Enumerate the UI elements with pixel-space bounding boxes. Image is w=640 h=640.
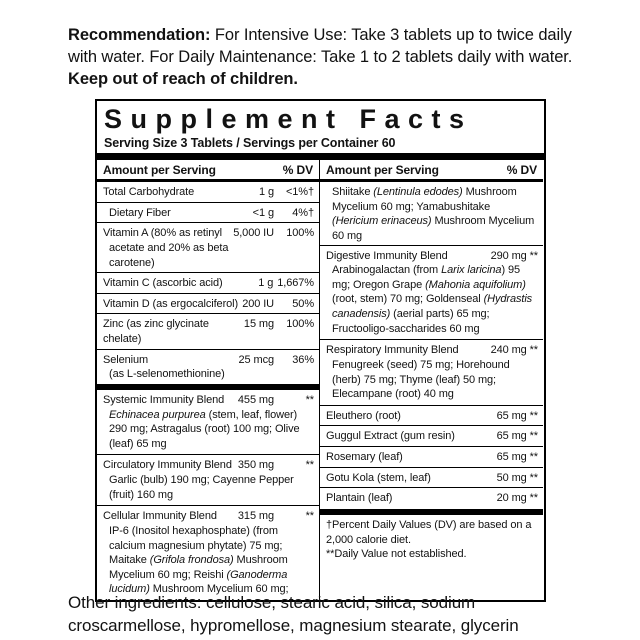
percent-dv-label: % DV bbox=[282, 163, 313, 177]
blend-amount-group bbox=[491, 249, 538, 264]
amount-per-serving-label: Amount per Serving bbox=[326, 163, 439, 177]
panel-columns bbox=[97, 160, 544, 600]
herb-name: Gotu Kola (stem, leaf) bbox=[326, 471, 431, 484]
blend-row bbox=[97, 454, 319, 505]
blend-dv: ** bbox=[305, 459, 314, 472]
percent-dv-label: % DV bbox=[506, 163, 537, 177]
blend-name: Systemic Immunity Blend bbox=[103, 393, 225, 406]
blend-row bbox=[97, 505, 319, 600]
blend-amount: 240 mg bbox=[490, 344, 527, 357]
table-row bbox=[320, 446, 543, 467]
blend-header bbox=[97, 393, 319, 408]
herb-name: Rosemary (leaf) bbox=[326, 451, 403, 463]
nutrient-name-line1: Selenium bbox=[103, 353, 149, 366]
nutrient-dv: 100% bbox=[286, 227, 314, 240]
table-row bbox=[97, 349, 319, 384]
nutrient-amount: 25 mcg bbox=[238, 353, 274, 366]
blend-name: Circulatory Immunity Blend bbox=[103, 459, 232, 472]
herb-dv: ** bbox=[529, 471, 538, 484]
herb-amount: 65 mg bbox=[496, 430, 527, 443]
table-row bbox=[97, 202, 319, 223]
nutrient-dv: 1,667% bbox=[277, 277, 314, 290]
blend-header bbox=[320, 343, 543, 358]
blend-row bbox=[320, 245, 543, 340]
table-row bbox=[320, 467, 543, 488]
blend-amount-group bbox=[491, 343, 538, 358]
right-column bbox=[320, 160, 543, 600]
nutrient-name: Total Carbohydrate bbox=[103, 186, 195, 198]
blend-details-continuation: Shiitake (Lentinula edodes) Mushroom Mycelium 60 mg; Yamabushitake (Hericium erinaceus) Mushroom Mycelium 60 mg bbox=[332, 186, 535, 242]
other-ingredients-text: Other ingredients: cellulose, stearic acid, silica, sodium croscarmellose, hypromellose, magnesium stearate, glycerin bbox=[68, 593, 519, 635]
table-row bbox=[320, 405, 543, 426]
herb-dv: ** bbox=[529, 430, 538, 443]
nutrient-name-line1: Vitamin A (80% as retinyl bbox=[103, 227, 222, 240]
herb-amount: 65 mg bbox=[496, 451, 527, 463]
herb-amount: 20 mg bbox=[496, 492, 527, 505]
herb-name: Plantain (leaf) bbox=[326, 492, 393, 505]
serving-info: Serving Size 3 Tablets / Servings per Container 60 bbox=[104, 136, 396, 150]
table-row bbox=[320, 487, 543, 508]
herb-amount: 65 mg bbox=[496, 409, 527, 422]
footnote-not-established: **Daily Value not established. bbox=[326, 548, 467, 561]
nutrient-name: Vitamin D (as ergocalciferol) bbox=[103, 297, 239, 310]
nutrient-amount: 15 mg bbox=[243, 318, 274, 331]
nutrient-name: Dietary Fiber bbox=[109, 206, 171, 219]
blend-dv: ** bbox=[305, 510, 314, 523]
nutrient-amount: 1 g bbox=[259, 186, 274, 198]
table-row bbox=[97, 182, 319, 202]
blend-row bbox=[320, 339, 543, 405]
herb-dv: ** bbox=[529, 409, 538, 422]
recommendation-warning: Keep out of reach of children. bbox=[68, 69, 298, 88]
blend-name: Respiratory Immunity Blend bbox=[326, 344, 459, 357]
nutrient-amount: 1 g bbox=[258, 277, 274, 290]
recommendation-body: For Intensive Use: Take 3 tablets up to twice daily with water. For Daily Maintenance: Take 1 to 2 tablets daily with water. bbox=[68, 26, 573, 66]
blend-details: Echinacea purpurea (stem, leaf, flower) 290 mg; Astragalus (root) 100 mg; Olive (leaf) 65 mg bbox=[109, 408, 300, 450]
footnotes bbox=[320, 515, 543, 566]
nutrient-amount: 200 IU bbox=[242, 297, 274, 310]
herb-name: Eleuthero (root) bbox=[326, 409, 401, 422]
herb-dv: ** bbox=[529, 451, 538, 463]
table-row bbox=[97, 313, 319, 348]
nutrient-dv: 36% bbox=[292, 353, 314, 366]
supplement-facts-panel bbox=[95, 99, 546, 602]
blend-header bbox=[320, 249, 543, 264]
blend-details: Arabinogalactan (from Larix laricina) 95 mg; Oregon Grape (Mahonia aquifolium) (root, stem) 70 mg; Goldenseal (Hydrastis canadensis) (aerial parts) 65 mg; Fructooligo-saccharides 60 mg bbox=[332, 264, 533, 335]
panel-title: Supplement Facts bbox=[104, 104, 473, 134]
nutrient-dv: 4%† bbox=[292, 206, 314, 219]
herb-name: Guggul Extract (gum resin) bbox=[326, 430, 455, 443]
blend-header bbox=[97, 509, 319, 524]
nutrient-name: Zinc (as zinc glycinate chelate) bbox=[103, 318, 209, 345]
blend-header bbox=[97, 458, 319, 473]
nutrient-dv: 100% bbox=[286, 318, 314, 331]
blend-dv: ** bbox=[305, 393, 314, 406]
table-row bbox=[97, 222, 319, 272]
blend-details: IP-6 (Inositol hexaphosphate) (from calcium magnesium phytate) 75 mg; Maitake (Grifola frondosa) Mushroom Mycelium 60 mg; Reishi (Ganoderma lucidum) Mushroom Mycelium 60 mg; bbox=[109, 524, 289, 596]
table-row bbox=[97, 272, 319, 293]
recommendation-text bbox=[68, 25, 578, 91]
nutrient-name: Vitamin C (ascorbic acid) bbox=[103, 277, 223, 290]
left-column bbox=[97, 160, 320, 600]
blend-amount: 315 mg bbox=[237, 510, 274, 523]
blend-amount: 350 mg bbox=[237, 459, 274, 472]
nutrient-dv: <1%† bbox=[285, 186, 314, 198]
footnote-daily-value: †Percent Daily Values (DV) are based on a 2,000 calorie diet. bbox=[326, 518, 532, 546]
blend-amount: 290 mg bbox=[490, 249, 527, 262]
nutrient-name-line2: (as L-selenomethionine) bbox=[109, 368, 225, 381]
table-row bbox=[320, 425, 543, 446]
table-row bbox=[97, 293, 319, 314]
recommendation-label: Recommendation: bbox=[68, 26, 211, 44]
blend-dv: ** bbox=[529, 249, 538, 262]
herb-amount-group bbox=[497, 471, 538, 486]
herb-amount-group bbox=[497, 450, 538, 465]
herb-dv: ** bbox=[529, 492, 538, 505]
nutrient-name-line2: acetate and 20% as beta carotene) bbox=[109, 241, 229, 269]
blend-name: Digestive Immunity Blend bbox=[326, 249, 448, 262]
blend-dv: ** bbox=[529, 344, 538, 357]
herb-amount-group bbox=[497, 429, 538, 444]
nutrient-name bbox=[103, 226, 229, 270]
blend-details: Garlic (bulb) 190 mg; Cayenne Pepper (fruit) 160 mg bbox=[109, 474, 294, 501]
nutrient-amount: <1 g bbox=[252, 206, 274, 219]
left-column-header bbox=[97, 160, 319, 182]
blend-row bbox=[97, 390, 319, 455]
nutrient-dv: 50% bbox=[292, 297, 314, 310]
herb-amount: 50 mg bbox=[496, 471, 527, 484]
amount-per-serving-label: Amount per Serving bbox=[103, 163, 216, 177]
blend-details: Fenugreek (seed) 75 mg; Horehound (herb) 75 mg; Thyme (leaf) 50 mg; Elecampane (root) 40 mg bbox=[332, 358, 510, 401]
herb-amount-group bbox=[497, 491, 538, 506]
nutrient-name bbox=[103, 353, 235, 382]
nutrient-amount: 5,000 IU bbox=[233, 227, 274, 240]
thick-divider bbox=[97, 153, 544, 160]
right-column-header bbox=[320, 160, 543, 182]
blend-amount: 455 mg bbox=[237, 393, 274, 406]
herb-amount-group bbox=[497, 409, 538, 424]
blend-name: Cellular Immunity Blend bbox=[103, 510, 217, 523]
